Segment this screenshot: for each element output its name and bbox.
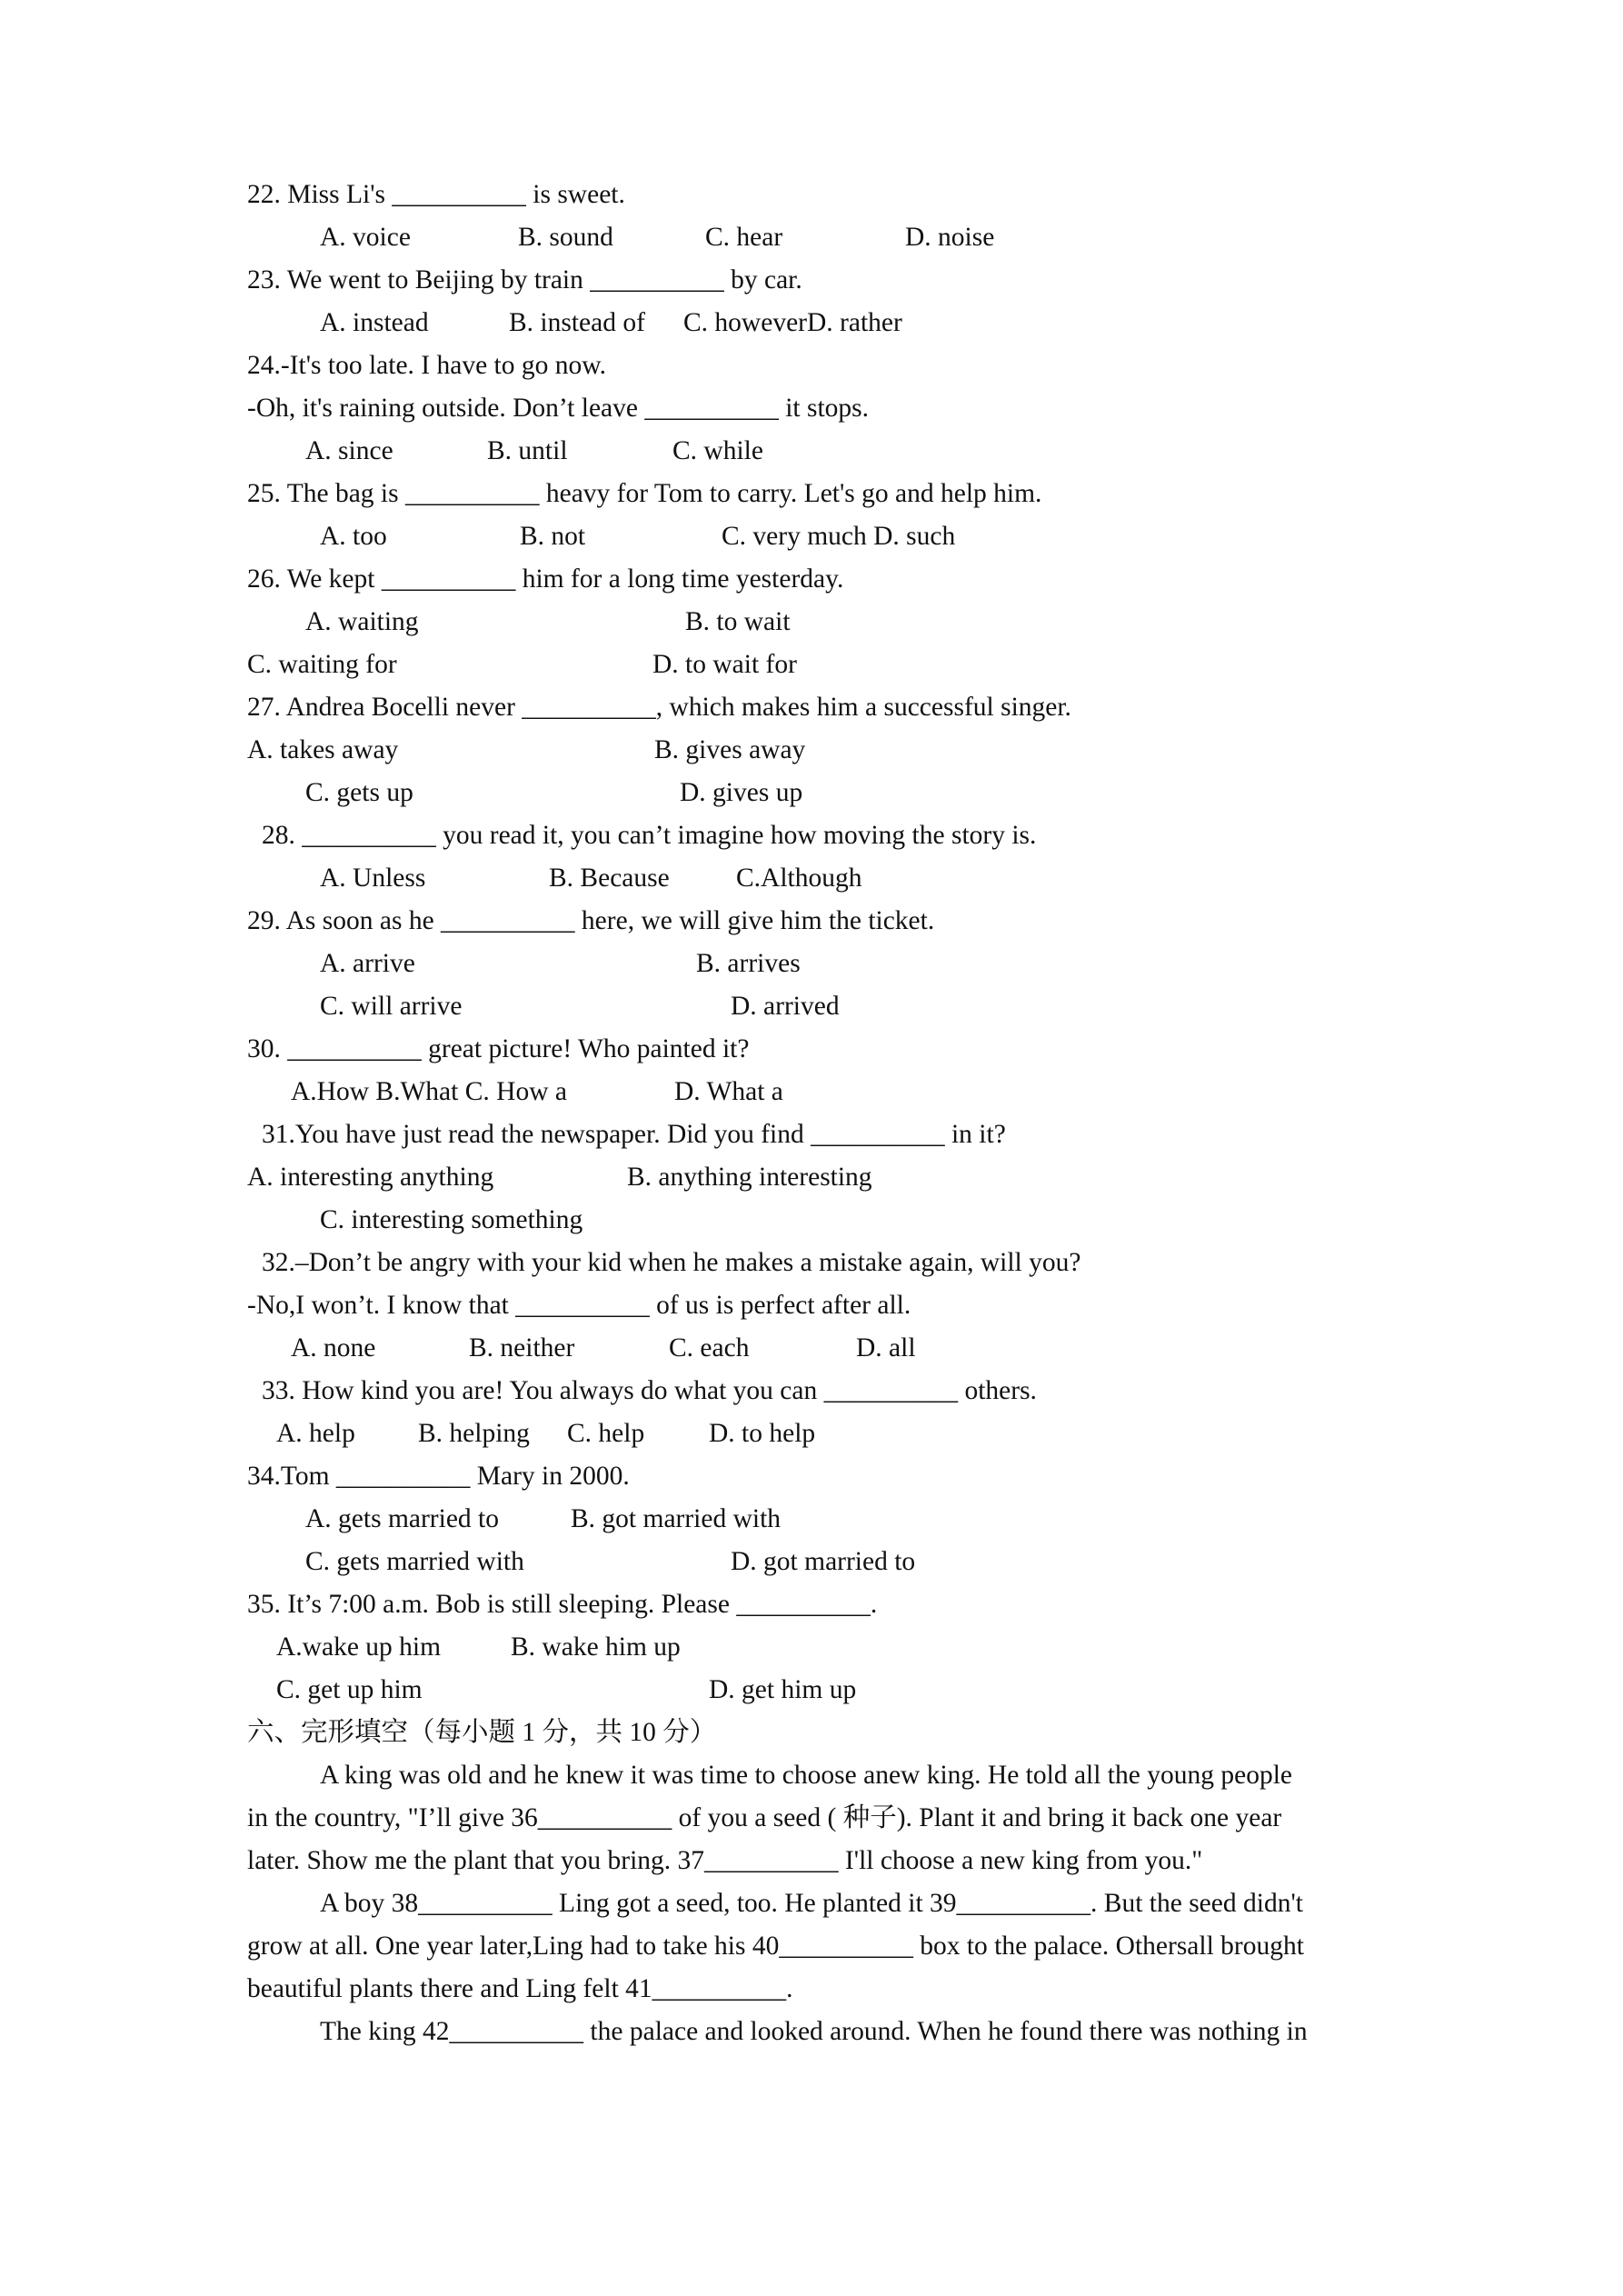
question-34-stem: 34.Tom __________ Mary in 2000. <box>247 1462 630 1491</box>
q31-option-a[interactable]: A. interesting anything <box>247 1163 494 1192</box>
q35-option-a[interactable]: A.wake up him <box>276 1632 442 1662</box>
q31-option-b[interactable]: B. anything interesting <box>627 1163 872 1192</box>
passage-line-1: A king was old and he knew it was time to choose anew king. He told all the young people <box>320 1761 1292 1790</box>
q35-option-d[interactable]: D. get him up <box>709 1675 857 1704</box>
q28-option-a[interactable]: A. Unless <box>320 863 426 893</box>
q31-option-c[interactable]: C. interesting something <box>320 1205 583 1234</box>
question-23-stem: 23. We went to Beijing by train __________ by car. <box>247 265 802 294</box>
question-33-stem: 33. How kind you are! You always do what you can __________ others. <box>262 1376 1037 1405</box>
q24-option-b[interactable]: B. until <box>487 436 568 465</box>
question-35-stem: 35. It’s 7:00 a.m. Bob is still sleeping. Please __________. <box>247 1590 878 1619</box>
q26-option-b[interactable]: B. to wait <box>685 607 791 636</box>
q30-option-abc[interactable]: A.How B.What C. How a <box>291 1077 567 1106</box>
q27-option-a[interactable]: A. takes away <box>247 735 399 764</box>
question-22-stem: 22. Miss Li's __________ is sweet. <box>247 180 625 209</box>
q22-option-b[interactable]: B. sound <box>518 223 613 252</box>
question-28-stem: 28. __________ you read it, you can’t imagine how moving the story is. <box>262 821 1037 850</box>
q35-option-b[interactable]: B. wake him up <box>511 1632 681 1662</box>
passage-line-7: The king 42__________ the palace and looked around. When he found there was nothing in <box>320 2017 1308 2046</box>
q22-option-c[interactable]: C. hear <box>705 223 783 252</box>
q29-option-c[interactable]: C. will arrive <box>320 992 463 1021</box>
q27-option-c[interactable]: C. gets up <box>305 778 413 807</box>
q29-option-d[interactable]: D. arrived <box>731 992 840 1021</box>
q33-option-a[interactable]: A. help <box>276 1419 355 1448</box>
q23-option-b[interactable]: B. instead of <box>509 308 645 337</box>
question-26-stem: 26. We kept __________ him for a long time yesterday. <box>247 564 844 594</box>
question-31-stem: 31.You have just read the newspaper. Did you find __________ in it? <box>262 1120 1006 1149</box>
question-29-stem: 29. As soon as he __________ here, we will give him the ticket. <box>247 906 935 935</box>
question-30-stem: 30. __________ great picture! Who painted it? <box>247 1034 750 1063</box>
q32-option-d[interactable]: D. all <box>856 1333 916 1363</box>
q22-option-a[interactable]: A. voice <box>320 223 411 252</box>
question-25-stem: 25. The bag is __________ heavy for Tom to carry. Let's go and help him. <box>247 479 1042 508</box>
question-32-stem-line2: -No,I won’t. I know that __________ of us is perfect after all. <box>247 1291 911 1320</box>
q33-option-c[interactable]: C. help <box>567 1419 645 1448</box>
question-27-stem: 27. Andrea Bocelli never __________, which makes him a successful singer. <box>247 693 1071 722</box>
q26-option-d[interactable]: D. to wait for <box>652 650 797 679</box>
question-24-stem-line2: -Oh, it's raining outside. Don’t leave __________ it stops. <box>247 394 870 423</box>
q34-option-c[interactable]: C. gets married with <box>305 1547 524 1576</box>
q34-option-b[interactable]: B. got married with <box>571 1504 782 1533</box>
passage-line-3: later. Show me the plant that you bring. 37__________ I'll choose a new king from you." <box>247 1846 1203 1875</box>
q25-option-cd[interactable]: C. very much D. such <box>722 522 956 551</box>
q25-option-a[interactable]: A. too <box>320 522 387 551</box>
q26-option-c[interactable]: C. waiting for <box>247 650 397 679</box>
q28-option-b[interactable]: B. Because <box>549 863 670 893</box>
q32-option-c[interactable]: C. each <box>669 1333 750 1363</box>
q33-option-d[interactable]: D. to help <box>709 1419 816 1448</box>
q27-option-b[interactable]: B. gives away <box>654 735 806 764</box>
q32-option-b[interactable]: B. neither <box>469 1333 575 1363</box>
q29-option-b[interactable]: B. arrives <box>696 949 801 978</box>
passage-line-6: beautiful plants there and Ling felt 41__________. <box>247 1974 793 2003</box>
q32-option-a[interactable]: A. none <box>291 1333 376 1363</box>
q24-option-a[interactable]: A. since <box>305 436 393 465</box>
q30-option-d[interactable]: D. What a <box>674 1077 783 1106</box>
question-32-stem-line1: 32.–Don’t be angry with your kid when he makes a mistake again, will you? <box>262 1248 1081 1277</box>
q23-option-cd[interactable]: C. howeverD. rather <box>683 308 902 337</box>
q35-option-c[interactable]: C. get up him <box>276 1675 423 1704</box>
section-6-heading: 六、完形填空（每小题 1 分，共 10 分） <box>247 1718 717 1747</box>
q29-option-a[interactable]: A. arrive <box>320 949 415 978</box>
q22-option-d[interactable]: D. noise <box>905 223 995 252</box>
q25-option-b[interactable]: B. not <box>520 522 586 551</box>
q34-option-a[interactable]: A. gets married to <box>305 1504 499 1533</box>
q27-option-d[interactable]: D. gives up <box>680 778 803 807</box>
q28-option-c[interactable]: C.Although <box>736 863 862 893</box>
q26-option-a[interactable]: A. waiting <box>305 607 419 636</box>
q34-option-d[interactable]: D. got married to <box>731 1547 916 1576</box>
passage-line-4: A boy 38__________ Ling got a seed, too. He planted it 39__________. But the seed didn't <box>320 1889 1303 1918</box>
q23-option-a[interactable]: A. instead <box>320 308 429 337</box>
passage-line-5: grow at all. One year later,Ling had to take his 40__________ box to the palace. Othersall brought <box>247 1932 1304 1961</box>
question-24-stem-line1: 24.-It's too late. I have to go now. <box>247 351 607 380</box>
q33-option-b[interactable]: B. helping <box>418 1419 530 1448</box>
passage-line-2: in the country, "I’ll give 36__________ of you a seed ( 种子). Plant it and bring it back one year <box>247 1803 1282 1832</box>
q24-option-c[interactable]: C. while <box>672 436 763 465</box>
